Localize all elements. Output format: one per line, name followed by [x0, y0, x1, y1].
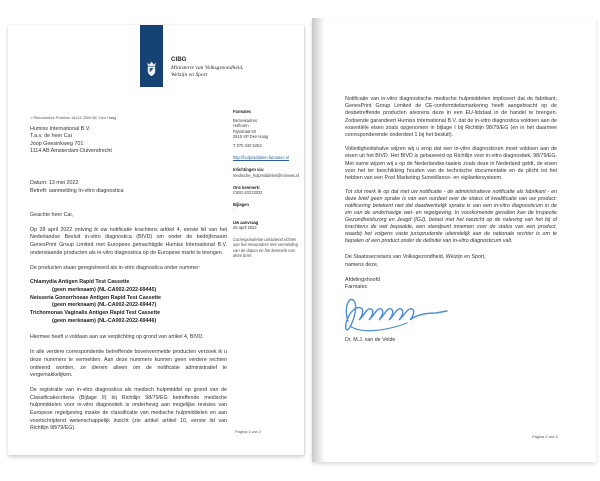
request-date: 28 april 2022	[233, 224, 257, 230]
product-number: (geen merknaam) (NL-CA002-2022-69447)	[52, 302, 157, 309]
visit-address-line: 2515 XP Den Haag	[233, 133, 269, 139]
recipient-city: 1114 AB Amsterdam-Duivendrecht	[30, 148, 112, 155]
signer-role1: Afdelingshoofd	[345, 276, 381, 283]
recipient-company: Humiss International B.V.	[30, 126, 91, 132]
date-line: Datum: 13 mei 2022	[30, 180, 79, 186]
paragraph: In alle verdere correspondentie betreffende bovenvermelde producten verzoek ik u deze nummers te vermelden. Aan deze nummers kunnen geen verdere rechten ontleend worden, ze dienen alleen om de notificatie administratief te vergemakkelijken.	[30, 349, 227, 379]
logo-org-name: CIBG	[171, 56, 187, 63]
paragraph: De registratie van in-vitro diagnostica als medisch hulpmiddel op grond van de Classificatiecriteria (Bijlage II) bij Richtlijn 98/79/EG betreffende medische hulpmiddelen voor in-vitro diagnostiek is onderhevig aan mogelijke revisies van Europese regelgeving inzake de classificatie van medische hulpmiddelen en aan voortschrijdend wetenschappelijk inzicht (zie artikel artikel 10, eerste lid van Richtlijn 98/79/EG).	[30, 386, 227, 432]
reference-value: CIBG-20223022	[233, 190, 263, 196]
attachments-label: Bijlagen	[233, 202, 249, 208]
letter-body-page2	[345, 96, 557, 345]
recipient-attn: T.a.v. de heer Cai	[30, 133, 72, 140]
recipient-street: Joop Geesinkweg 701	[30, 140, 84, 147]
paragraph-italic: Tot slot merk ik op dat met uw notificatie - de administratieve notificatie als fabrikant - en deze brief geen sprake is van een oordeel over de status of kwalificatie van uw product: notificering betekent niet dat daadwerkelijk sprake is van een in-vitro diagnosticum in de zin van de onderhavige wet- en regelgeving. In voorkomende gevallen kan de Inspectie Gezondheidszorg en Jeugd (IGJ), belast met het toezicht op de naleving van het bij of krachtens de wet bepaalde, een standpunt innemen over de status van een product, waarbij het volgens vaste jurisprudentie uiteindelijk aan de nationale rechter is om te bepalen of een product onder de definitie van in-vitro diagnosticum valt.	[345, 189, 557, 244]
product-number: (geen merknaam) (NL-CA002-2022-69445)	[52, 286, 157, 293]
closing-line2: namens deze,	[345, 261, 379, 268]
visit-address-line: Rijnstraat 50	[233, 128, 256, 134]
return-address: > Retouradres Postbus 16114 2500 BC Den Haag	[30, 115, 117, 120]
signer-role-block	[345, 277, 557, 291]
page-1	[8, 25, 304, 455]
logo-ministry-line1: Ministerie van Volksgezondheid,	[171, 64, 244, 71]
coat-of-arms-icon	[145, 61, 158, 77]
logo-banner	[140, 25, 163, 87]
info-email: medische_hulpmiddelen@minvws.nl	[233, 172, 300, 178]
letter-meta-sidebar	[233, 109, 303, 259]
product-name: Neisseria Gonorrhoeae Antigen Rapid Test Cassette	[30, 294, 161, 301]
closing-block	[345, 254, 557, 268]
signer-role2: Farmatec	[345, 284, 368, 291]
signer-name: Dr. M.J. van de Velde	[345, 337, 396, 344]
logo-ministry-line2: Welzijn en Sport	[171, 71, 208, 78]
correspondence-note: Correspondentie uitsluitend richten aan het retouradres met vermelding van de datum en het kenmerk van deze brief.	[233, 237, 298, 259]
logo-text	[171, 57, 244, 78]
subject-line: Betreft: aanmelding In-vitro diagnostica	[30, 187, 124, 194]
paragraph: Volledigheidshalve wijzen wij u erop dat een in-vitro diagnosticum moet voldoen aan de eisen uit het BIVD. Het BIVD is gebaseerd op Richtlijn voor in-vitro diagnostiek, 98/79/EG. Met name wijzen wij u op de Nederlandse-taaleis zoals deze in Nederland geldt, de eisen voor het ter beschikking houden van de technische documentatie en de plicht tot het hebben van een Post Marketing Surveillance- en vigilantiesysteem.	[345, 146, 557, 182]
paragraph: Hiermee heeft u voldaan aan uw verplichting op grond van artikel 4, BIVD.	[30, 334, 204, 341]
product-list	[30, 279, 227, 325]
paragraph: Op 28 april 2022 ontving ik uw notificatie krachtens artikel 4, eerste lid van het Nederlandse Besluit in-vitro diagnostica (BIVD) om onder de bedrijfsnaam GenesPrint Group Limited met Europees gemachtigde Humiss International B.V. onderstaande producten als in-vitro diagnostica op de Europese markt te brengen.	[30, 226, 227, 256]
sidebar-dept: Farmatec	[233, 109, 252, 114]
handwritten-signature	[341, 293, 451, 335]
page-number-footer: Pagina 1 van 2	[235, 429, 261, 434]
visit-address-label: Bezoekadres:	[233, 118, 259, 124]
page-number-footer: Pagina 2 van 2	[532, 434, 558, 439]
attachments-value: -	[233, 207, 235, 213]
product-name: Chlamydia Antigen Rapid Test Cassette	[30, 279, 130, 286]
salutation: Geachte heer Cai,	[30, 212, 73, 218]
visit-address-line: Hoftoren	[233, 123, 249, 129]
farmatec-link[interactable]: http://hulpmiddelen.farmatec.nl	[233, 155, 289, 161]
phone-number: T 070 340 5263	[233, 143, 262, 149]
reference-label: Ons kenmerk:	[233, 184, 261, 190]
page-2	[312, 18, 596, 462]
paragraph: Notificatie van in-vitro diagnostische medische hulpmiddelen impliceert dat de fabrikant, GenesPrint Group Limited de CE-conformiteitsmarkering heeft aangebracht op de desbetreffende producten alvorens deze in een EU-lidstaat in de handel te brengen. Zodoende garandeert Humiss International B.V. dat de in-vitro diagnostica voldoen aan de essentiële eisen zoals opgenomen in bijlage I bij Richtlijn 98/79/EG (en in het daarmee corresponderende onderdeel 1 bij het besluit).	[345, 96, 557, 139]
closing-line1: De Staatssecretaris van Volksgezondheid, Welzijn en Sport,	[345, 254, 486, 261]
date-subject-block	[30, 180, 124, 196]
recipient-address	[30, 126, 112, 156]
letter-body-page1	[30, 212, 227, 440]
info-label: Inlichtingen via:	[233, 167, 265, 173]
product-name: Trichomonas Vaginalis Antigen Rapid Test Cassette	[30, 310, 161, 317]
request-label: Uw aanvraag	[233, 219, 259, 225]
paragraph: De producten staan geregistreerd als in-vitro diagnostica onder nummer:	[30, 264, 201, 271]
product-number: (geen merknaam) (NL-CA002-2022-69446)	[52, 317, 157, 324]
